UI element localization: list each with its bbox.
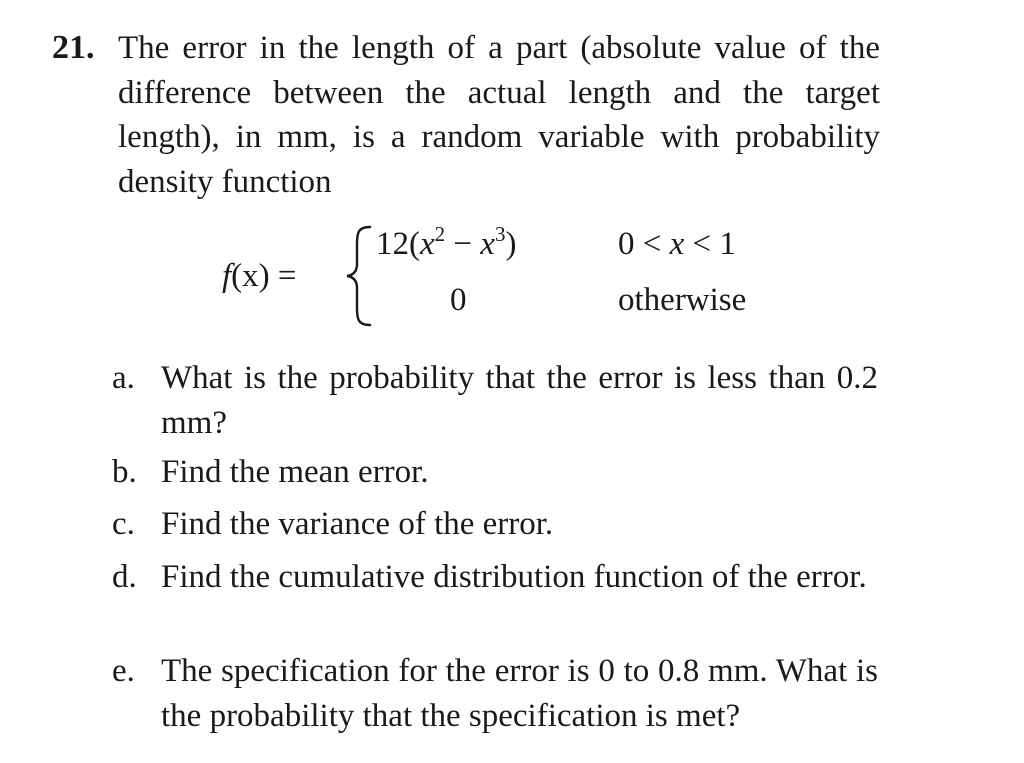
case1-var2: x <box>480 226 495 262</box>
problem-number: 21. <box>52 29 95 66</box>
part-letter: e. <box>112 653 135 689</box>
problem-stem: The error in the length of a part (absolute value of the difference between the actual length and the target length), in mm, is a random variable with probability density function <box>118 30 880 200</box>
formula-lhs <box>222 256 297 296</box>
part-letter: a. <box>112 360 135 396</box>
part-text: Find the mean error. <box>161 454 429 490</box>
case1-coef: 12( <box>376 226 420 262</box>
part-a <box>112 356 878 445</box>
part-letter: b. <box>112 454 137 490</box>
formula-lhs-rest: (x) = <box>231 258 297 294</box>
case1-expression <box>376 224 516 264</box>
part-e <box>112 649 878 738</box>
case2-expression: 0 <box>450 282 467 318</box>
part-letter: d. <box>112 559 137 595</box>
formula-func-name: f <box>222 258 232 294</box>
case1-cond-right: < 1 <box>684 226 736 262</box>
part-text: What is the probability that the error is less than 0.2 mm? <box>161 360 878 441</box>
part-b <box>112 450 878 495</box>
part-letter: c. <box>112 506 135 542</box>
case1-var1: x <box>420 226 435 262</box>
pdf-formula <box>0 0 1024 340</box>
case1-minus: − <box>445 226 481 262</box>
case1-condition <box>618 224 736 264</box>
case1-close: ) <box>505 226 517 262</box>
case1-cond-left: 0 < <box>618 226 670 262</box>
part-text: Find the cumulative distribution function of the error. <box>161 559 867 595</box>
part-text: The specification for the error is 0 to 0.8 mm. What is the probability that the specification is met? <box>161 653 878 734</box>
left-brace-icon <box>344 224 374 328</box>
case1-exp1: 2 <box>434 222 446 246</box>
part-d <box>112 555 878 600</box>
case1-exp2: 3 <box>494 222 506 246</box>
case2-condition: otherwise <box>618 282 747 318</box>
part-text: Find the variance of the error. <box>161 506 554 542</box>
part-c <box>112 502 878 547</box>
case1-cond-var: x <box>669 226 685 262</box>
